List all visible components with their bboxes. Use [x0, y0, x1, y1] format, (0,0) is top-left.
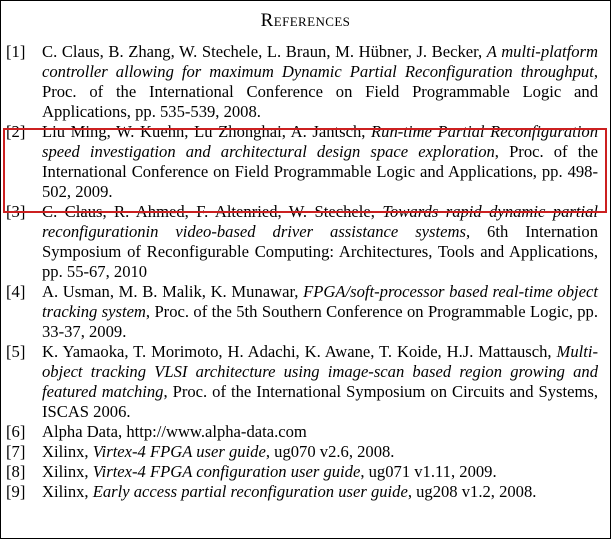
reference-item-8 [6, 462, 598, 482]
references-heading: References [260, 10, 351, 31]
reference-venue: , ug208 v1.2, 2008. [407, 482, 537, 501]
reference-text [42, 202, 598, 282]
reference-list [6, 42, 598, 502]
reference-item-9 [6, 482, 598, 502]
reference-authors: Xilinx, [42, 482, 93, 501]
reference-item-6 [6, 422, 598, 442]
reference-authors: K. Yamaoka, T. Morimoto, H. Adachi, K. Awane, T. Koide, H.J. Mattausch, [42, 342, 557, 361]
reference-number: [7] [6, 442, 26, 461]
reference-number: [1] [6, 42, 26, 61]
reference-title: Virtex-4 FPGA user guide [92, 442, 266, 461]
reference-title: Multi-object tracking VLSI architecture using image-scan based region growing and featured matching [42, 342, 598, 401]
reference-number: [9] [6, 482, 26, 501]
reference-number: [6] [6, 422, 26, 441]
reference-title: FPGA/soft-processor based real-time object tracking system [42, 282, 598, 321]
reference-title: Run-time Partial Reconfiguration speed investigation and architectural design space exploration [42, 122, 598, 161]
reference-text [42, 422, 598, 442]
reference-title: Early access partial reconfiguration user guide [92, 482, 408, 501]
reference-venue: , ug071 v1.11, 2009. [360, 462, 497, 481]
reference-title: A multi-platform controller allowing for maximum Dynamic Partial Reconfiguration throughput [42, 42, 598, 81]
reference-authors: Xilinx, [42, 442, 93, 461]
reference-number: [5] [6, 342, 26, 361]
reference-authors: Xilinx, [42, 462, 93, 481]
reference-authors: Alpha Data, http://www.alpha-data.com [42, 422, 307, 441]
reference-number: [3] [6, 202, 26, 221]
reference-venue: , Proc. of the International Symposium on Circuits and Systems, ISCAS 2006. [42, 382, 598, 421]
reference-text [42, 282, 598, 342]
reference-venue: , Proc. of the International Conference on Field Programmable Logic and Applications, pp. 498-502, 2009. [42, 142, 598, 201]
reference-item-3 [6, 202, 598, 282]
reference-text [42, 462, 598, 482]
reference-title: Towards rapid dynamic partial reconfigurationin video-based driver assistance systems [42, 202, 599, 241]
reference-authors: C. Claus, R. Ahmed, F. Altenried, W. Stechele, [42, 202, 383, 221]
reference-text [42, 42, 598, 122]
reference-item-5 [6, 342, 598, 422]
reference-2-highlight-box [3, 128, 607, 213]
reference-item-1 [6, 42, 598, 122]
reference-authors: C. Claus, B. Zhang, W. Stechele, L. Braun, M. Hübner, J. Becker, [42, 42, 487, 61]
reference-item-4 [6, 282, 598, 342]
reference-venue: , 6th Internation Symposium of Reconfigurable Computing: Architectures, Tools and Applications, pp. 55-67, 2010 [42, 222, 599, 281]
reference-text [42, 482, 598, 502]
reference-number: [4] [6, 282, 26, 301]
reference-authors: A. Usman, M. B. Malik, K. Munawar, [42, 282, 304, 301]
reference-title: Virtex-4 FPGA configuration user guide [92, 462, 361, 481]
reference-venue: , ug070 v2.6, 2008. [265, 442, 395, 461]
reference-item-7 [6, 442, 598, 462]
reference-authors: Liu Ming, W. Kuehn, Lu Zhonghai, A. Jantsch, [42, 122, 372, 141]
reference-text [42, 342, 598, 422]
reference-venue: , Proc. of the 5th Southern Conference on Programmable Logic, pp. 33-37, 2009. [42, 302, 599, 341]
reference-number: [2] [6, 122, 26, 141]
reference-text [42, 442, 598, 462]
reference-venue: , Proc. of the International Conference on Field Programmable Logic and Applications, pp. 535-539, 2008. [42, 62, 598, 121]
reference-number: [8] [6, 462, 26, 481]
